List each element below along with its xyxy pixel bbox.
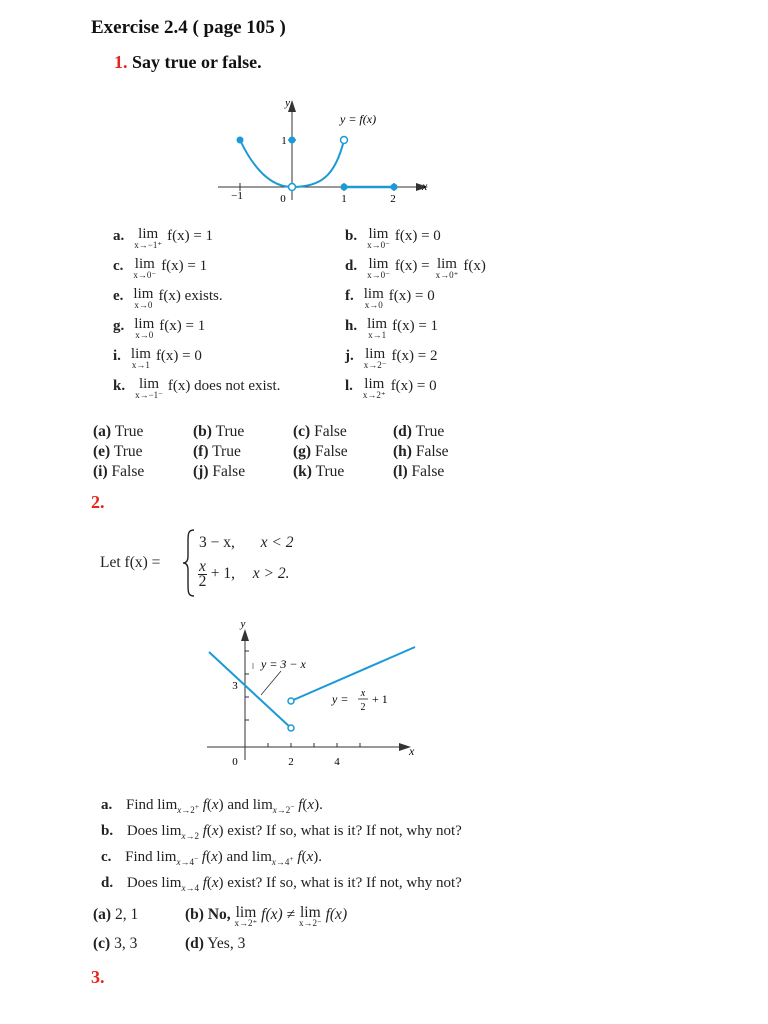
q1-answer-e: (e) True — [93, 443, 143, 460]
tick-0-label: 0 — [280, 193, 286, 205]
curve-label: y = f(x) — [340, 112, 377, 126]
q2-answer-d: (d) Yes, 3 — [185, 935, 246, 952]
question-1-heading — [114, 52, 262, 73]
brace — [182, 528, 196, 598]
q1-answer-l: (l) False — [393, 463, 445, 480]
tick-1-label: 1 — [341, 193, 347, 205]
q1-answer-b: (b) True — [193, 423, 245, 440]
open-point-1-1 — [341, 137, 348, 144]
closed-point-neg1 — [237, 137, 244, 144]
q1-item-i: i. lim x→1 f(x) = 0 — [113, 346, 202, 370]
ytick-1-label: 1 — [281, 135, 287, 147]
q1-answer-j: (j) False — [193, 463, 246, 480]
q1-answer-a: (a) True — [93, 423, 144, 440]
x-axis-label: x — [409, 744, 415, 758]
ytick-3-label: 3 — [232, 680, 238, 692]
q1-answer-f: (f) True — [193, 443, 241, 460]
closed-point-1-0 — [341, 184, 348, 191]
q1-item-l: l. lim x→2⁺ f(x) = 0 — [345, 376, 437, 400]
q1-item-g: g. lim x→0 f(x) = 1 — [113, 316, 206, 340]
q1-item-e: e. lim x→0 f(x) exists. — [113, 286, 223, 310]
question-2-number: 2. — [91, 492, 105, 512]
label-leader-line — [261, 671, 281, 695]
q1-answer-i: (i) False — [93, 463, 145, 480]
q1-answer-d: (d) True — [393, 423, 445, 440]
line-x-half-plus-1 — [291, 647, 415, 701]
function-def-lead: Let f(x) = — [100, 554, 161, 571]
line1-label: y = 3 − x — [261, 657, 306, 671]
line2-frac-den: 2 — [360, 702, 366, 713]
open-point-origin — [289, 184, 296, 191]
closed-point-2-0 — [391, 184, 398, 191]
tick-2-label: 2 — [390, 193, 396, 205]
tick-2-label: 2 — [288, 756, 294, 768]
tick-4-label: 4 — [334, 756, 340, 768]
tick-neg1-label: −1 — [231, 190, 243, 202]
question-1-number: 1. — [114, 52, 128, 72]
q1-answer-g: (g) False — [293, 443, 348, 460]
q1-item-k: k. lim x→−1⁻ f(x) does not exist. — [113, 376, 281, 400]
case-1: 3 − x, x < 2 — [199, 534, 294, 551]
page-title: Exercise 2.4 ( page 105 ) — [91, 17, 286, 38]
line2-label-pre: y = — [332, 692, 349, 706]
open-point-2-2 — [288, 698, 294, 704]
y-axis-arrow — [241, 629, 249, 641]
q1-item-a: a. lim x→−1⁺ f(x) = 1 — [113, 226, 214, 250]
graph-2 — [195, 615, 425, 775]
tick-0-label: 0 — [232, 756, 238, 768]
y-axis-label: y — [285, 97, 290, 109]
q2-part-b: b. Does $\lim_{x\to 2} f(x)$ exist? If so, what is it? If not, why not? — [101, 823, 462, 841]
open-point-2-1 — [288, 725, 294, 731]
q1-item-f: f. lim x→0 f(x) = 0 — [345, 286, 435, 310]
q2-answer-c: (c) 3, 3 — [93, 935, 138, 952]
question-3-number: 3. — [91, 967, 105, 987]
q2-part-d: d. Does $\lim_{x\to 4} f(x)$ exist? If so, what is it? If not, why not? — [101, 875, 462, 893]
y-axis-label: y — [240, 618, 246, 630]
q1-item-d: d. lim x→0⁻ f(x) = lim x→0⁺ f(x) — [345, 256, 486, 280]
q1-answer-k: (k) True — [293, 463, 345, 480]
line2-frac-num: x — [360, 688, 366, 699]
q1-item-b: b. lim x→0⁻ f(x) = 0 — [345, 226, 441, 250]
graph-1 — [210, 92, 440, 212]
q2-part-a: a. Find $\lim_{x\to 2^+} f(x)$ and $\lim_{x\to 2^-} f(x)$. — [101, 797, 323, 815]
q1-item-c: c. lim x→0⁻ f(x) = 1 — [113, 256, 208, 280]
question-1-prompt: Say true or false. — [132, 52, 262, 72]
q2-part-c: c. Find $\lim_{x\to 4^-} f(x)$ and $\lim_{x\to 4^+} f(x)$. — [101, 849, 322, 867]
q1-item-j: j. lim x→2⁻ f(x) = 2 — [345, 346, 438, 370]
closed-point-0-1 — [289, 137, 296, 144]
case-2: $\frac{x}{2}$ + 1, x > 2. — [198, 558, 290, 590]
q1-answer-c: (c) False — [293, 423, 347, 440]
q2-answer-a: (a) 2, 1 — [93, 906, 139, 923]
q1-answer-h: (h) False — [393, 443, 449, 460]
x-axis-label: x — [422, 179, 428, 193]
q1-item-h: h. lim x→1 f(x) = 1 — [345, 316, 439, 340]
q2-answer-b: (b) No, lim x→2⁺ f(x) ≠ lim x→2⁻ f(x) — [185, 904, 348, 928]
line2-label-post: + 1 — [372, 692, 388, 706]
